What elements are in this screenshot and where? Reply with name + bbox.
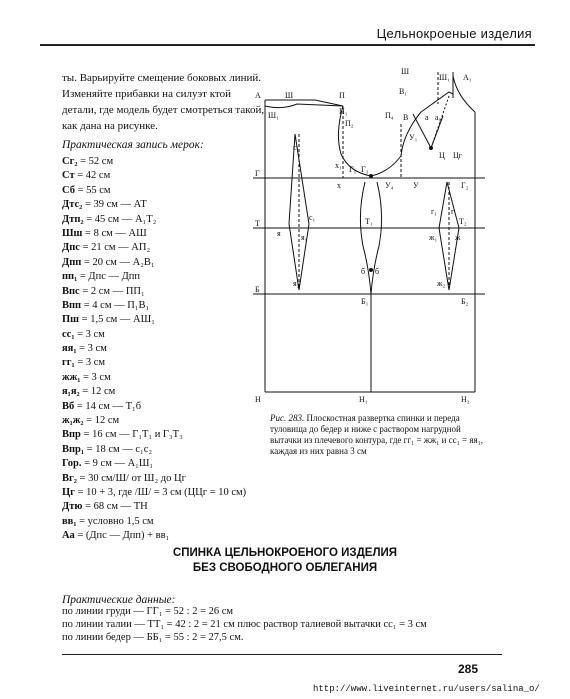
measurement-key: Впр	[62, 429, 81, 441]
measurement-value: = 1,5 см — АШ₁	[79, 314, 155, 326]
measurements-title: Практическая запись мерок:	[62, 139, 204, 151]
measurement-value: = 30 см/Ш/ от Ш₂ до Цг	[76, 472, 186, 484]
measurement-item	[62, 184, 246, 198]
measurement-value: = 12 см	[83, 415, 120, 427]
label-Sh-top: Ш	[401, 67, 410, 76]
label-ya2: я₂	[293, 279, 300, 288]
label-b: б	[361, 267, 366, 276]
measurement-value: = 55 см	[74, 184, 111, 196]
measurement-value: = 45 см — А₁Т₂	[83, 213, 157, 225]
measurement-key: Шш	[62, 227, 83, 239]
measurement-item	[62, 428, 246, 442]
measurement-item	[62, 457, 246, 471]
label-x1: х₁	[335, 161, 342, 170]
label-G2: Г₂	[461, 181, 469, 190]
measurement-key: Впп	[62, 299, 82, 311]
figure-caption	[270, 413, 485, 457]
label-P: П	[339, 91, 345, 100]
label-B2-hip: Б₂	[461, 297, 469, 306]
measurement-key: Сг₂	[62, 156, 78, 167]
measurement-value: = 52 см	[77, 156, 114, 167]
measurement-key: Дпп	[62, 256, 82, 268]
measurement-value: = 16 см — Г₁Т₁ и Г₃Т₃	[80, 429, 183, 441]
label-a: а	[425, 113, 429, 122]
label-T2: Т₂	[459, 217, 467, 226]
label-B-hip: Б	[255, 285, 260, 294]
measurement-key: Дтю	[62, 501, 83, 513]
label-Y1: У₁	[409, 133, 418, 142]
measurement-item	[62, 472, 246, 486]
practical-data-list	[62, 605, 427, 644]
measurement-item	[62, 414, 246, 428]
label-Ts: Ц	[439, 151, 445, 160]
measurement-key: Вб	[62, 400, 75, 412]
measurement-key: Дтп₂	[62, 213, 84, 225]
measurements-list	[62, 155, 246, 544]
label-N: Н	[255, 395, 261, 404]
measurement-value: = 3 см	[74, 357, 106, 369]
label-P1: П₁	[339, 107, 348, 116]
pattern-figure	[253, 64, 485, 404]
section-title	[0, 546, 570, 576]
label-T: Т	[255, 219, 260, 228]
label-ya: я	[277, 229, 281, 238]
practical-line: по линии груди — ГГ₁ = 52 : 2 = 26 см	[62, 606, 234, 617]
page-number: 285	[458, 662, 479, 676]
intro-paragraph: ты. Варьируйте смещение боковых линий. Измeняйте прибавки на силуэт ктой детали, где модель будет смотреться такой, как дана на рисунке.	[62, 72, 265, 132]
measurement-key: гг₁	[62, 357, 75, 369]
measurement-key: Аа	[62, 530, 75, 542]
measurement-value: = (Дпс — Дпп) + вв₁	[74, 530, 170, 542]
measurement-item	[62, 256, 246, 270]
practical-line: по линии талии — ТТ₁ = 42 : 2 = 21 см плюс раствор талиевой вытачки сс₁ = 3 см	[62, 619, 427, 630]
measurement-item	[62, 385, 246, 399]
label-a1: а₁	[435, 113, 442, 122]
measurement-value: = Дпс — Дпп	[77, 271, 141, 283]
label-P2: П₂	[345, 119, 354, 128]
measurement-item	[62, 198, 246, 212]
source-url: http://www.liveinternet.ru/users/salina_o/	[313, 684, 540, 694]
header-rule	[40, 44, 535, 46]
practical-data-title: Практические данные:	[62, 594, 176, 606]
label-P4: П₄	[385, 111, 394, 120]
measurement-item	[62, 486, 246, 500]
label-ya1: я₁	[301, 233, 308, 242]
measurement-key: Впс	[62, 285, 80, 297]
measurement-value: = 3 см	[80, 371, 111, 383]
measurement-value: = 3 см	[74, 328, 105, 340]
label-zh1: ж₁	[429, 233, 438, 242]
measurement-value: = 12 см	[79, 386, 116, 398]
label-N1: Н₁	[359, 395, 368, 404]
label-Y: У	[413, 181, 419, 190]
label-g1: г₁	[431, 207, 438, 216]
measurement-key: ж₁ж₂	[62, 415, 84, 427]
footer-rule	[62, 654, 502, 655]
measurement-value: = 20 см — А₂В₁	[81, 256, 155, 268]
label-A1: А₁	[463, 73, 472, 82]
measurement-item	[62, 342, 246, 356]
measurement-value: = 8 см — АШ	[82, 227, 147, 239]
measurement-key: Гор.	[62, 458, 82, 470]
measurement-item	[62, 443, 246, 457]
label-G: Г	[255, 169, 260, 178]
measurement-item	[62, 356, 246, 370]
label-Y4: У₄	[385, 181, 394, 190]
measurement-key: я₁я₂	[62, 386, 80, 398]
measurement-value: = 4 см — П₁В₁	[81, 299, 150, 311]
measurement-value: = 3 см	[76, 343, 107, 355]
measurement-item	[62, 169, 246, 183]
measurement-item	[62, 213, 246, 227]
label-Tsg: Цг	[453, 151, 463, 160]
measurement-key: вв₁	[62, 515, 77, 527]
measurement-key: Вг₂	[62, 472, 77, 484]
measurement-key: Сб	[62, 184, 75, 196]
measurement-key: сс₁	[62, 328, 75, 340]
measurement-key: Ст	[62, 170, 75, 182]
measurement-value: = 14 см — Т₁б	[74, 400, 142, 412]
measurement-key: пп₁	[62, 271, 78, 283]
measurement-item	[62, 313, 246, 327]
measurement-item	[62, 529, 246, 543]
measurement-value: = 68 см — ТН	[82, 501, 148, 513]
measurement-item	[62, 400, 246, 414]
figure-caption-text: Плоскостная развертка спинки и переда туловища до бедер и ниже с раствором нагрудной вытачки из плечевого контура, где гг₁ = жж₁ и сс₁ = яя₁, каждая из них равна 3 см	[270, 413, 484, 456]
measurement-value: = 21 см — АП₂	[79, 242, 151, 254]
label-Sh: Ш	[285, 91, 294, 100]
measurement-item	[62, 241, 246, 255]
measurement-item	[62, 299, 246, 313]
page-header-title: Цельнокроеные изделия	[376, 26, 532, 41]
label-zh2: ж₂	[437, 279, 446, 288]
measurement-key: Цг	[62, 486, 75, 498]
measurement-item	[62, 155, 246, 169]
label-Sh1: Ш₁	[268, 111, 279, 120]
label-A: А	[255, 91, 261, 100]
section-title-line1: СПИНКА ЦЕЛЬНОКРОЕНОГО ИЗДЕЛИЯ	[172, 547, 398, 559]
measurement-value: = 9 см — А₁Ш₁	[81, 458, 154, 470]
measurement-item	[62, 227, 246, 241]
label-b-right: б	[375, 267, 380, 276]
label-x: х	[337, 181, 341, 190]
measurement-item	[62, 371, 246, 385]
measurement-item	[62, 270, 246, 284]
measurement-key: Дпс	[62, 242, 80, 254]
label-zh: ж	[455, 233, 461, 242]
measurement-item	[62, 285, 246, 299]
label-B1-hip: Б₁	[361, 297, 369, 306]
measurement-key: Дтс₂	[62, 199, 83, 211]
practical-line: по линии бедер — ББ₁ = 55 : 2 = 27,5 см.	[62, 632, 244, 643]
figure-caption-number: Рис. 283.	[270, 413, 305, 423]
label-c1: с₁	[309, 213, 316, 222]
label-Sh1-top: Ш₁	[439, 73, 450, 82]
measurement-value: = условно 1,5 см	[76, 515, 154, 527]
measurement-key: жж₁	[62, 371, 81, 383]
measurement-value: = 42 см	[74, 170, 111, 182]
measurement-key: яя₁	[62, 343, 77, 355]
label-G3: Г₃	[361, 165, 369, 174]
label-g: г	[451, 207, 455, 216]
measurement-key: Пш	[62, 314, 80, 326]
label-N2: Н₂	[461, 395, 470, 404]
measurement-value: = 39 см — АТ	[82, 199, 147, 211]
section-title-line2: БЕЗ СВОБОДНОГО ОБЛЕГАНИЯ	[192, 562, 378, 574]
label-B1: В₁	[399, 87, 408, 96]
measurement-value: = 10 + 3, где /Ш/ = 3 см (ЦЦг = 10 см)	[74, 486, 247, 498]
label-c: с	[293, 143, 297, 152]
measurement-item	[62, 515, 246, 529]
measurement-item	[62, 328, 246, 342]
label-T1: Т₁	[365, 217, 373, 226]
measurement-value: = 2 см — ПП₁	[79, 285, 145, 297]
measurement-key: Впр₁	[62, 443, 85, 455]
measurement-value: = 18 см — с₁с₂	[84, 443, 153, 455]
label-G1: Г₁	[349, 165, 357, 174]
label-B: В	[403, 113, 409, 122]
measurement-item	[62, 500, 246, 514]
